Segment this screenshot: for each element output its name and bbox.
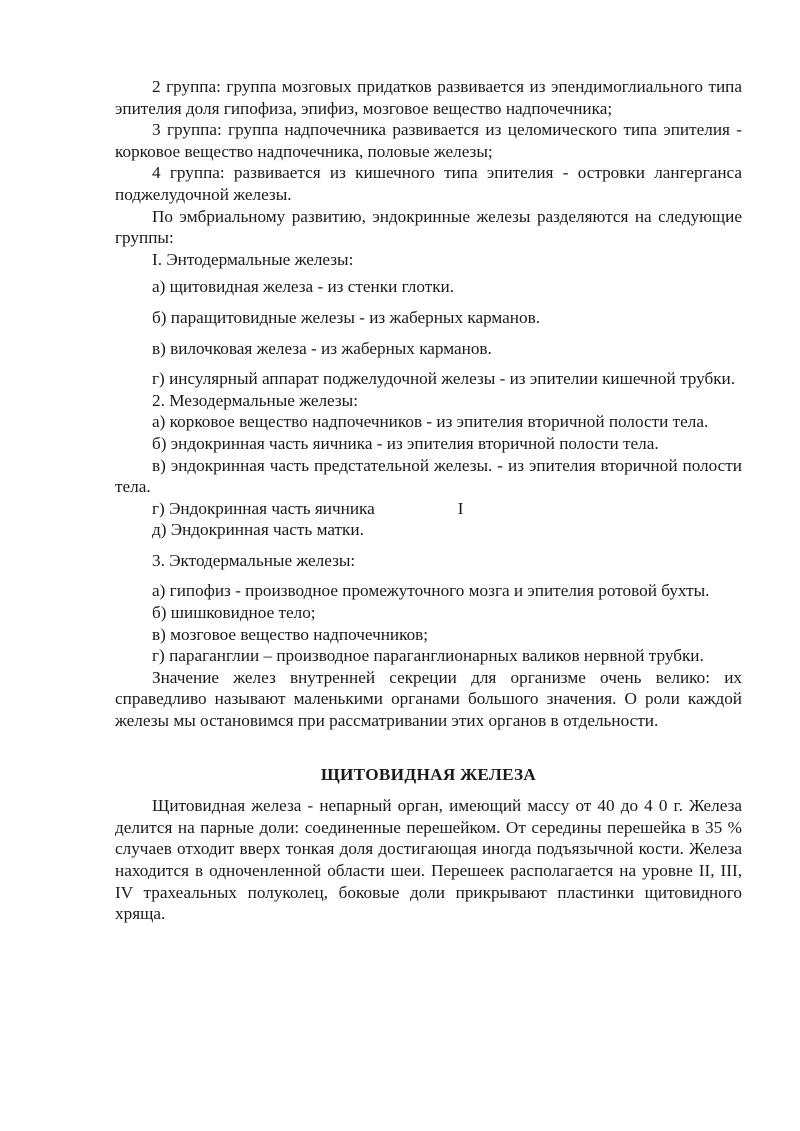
mesoderm-item-d-text: г) Эндокринная часть яичника: [152, 498, 375, 518]
endoderm-item-c: в) вилочковая железа - из жаберных карманов.: [152, 338, 492, 358]
mesoderm-item-b: б) эндокринная часть яичника - из эпителия вторичной полости тела.: [152, 433, 659, 453]
mesoderm-item-a: а) корковое вещество надпочечников - из эпителия вторичной полости тела.: [152, 412, 709, 432]
paragraph-thyroid: Щитовидная железа - непарный орган, имеющий массу от 40 до 4 0 г. Железа делится на парные доли: соединенные перешейком. От середины перешейка в 35 % случаев отходит вверх тонкая доля достигающая иногда подъязычной кости. Железа находится в одноченленной области шеи. Перешеек располагается на уровне II, III, IV трахеальных полуколец, боковые доли прикрывают пластинки щитовидного хряща.: [115, 796, 742, 924]
paragraph-group3: 3 группа: группа надпочечника развивается из целомического типа эпителия - корковое вещество надпочечника, половые железы;: [115, 120, 742, 161]
section-heading-thyroid: ЩИТОВИДНАЯ ЖЕЛЕЗА: [320, 764, 537, 784]
paragraph-group4: 4 группа: развивается из кишечного типа эпителия - островки лангерганса поджелудочной железы.: [115, 163, 742, 204]
mesoderm-item-e: д) Эндокринная часть матки.: [152, 520, 364, 540]
endoderm-item-d: г) инсулярный аппарат поджелудочной железы - из эпителии кишечной трубки.: [152, 369, 736, 389]
ectoderm-item-c: в) мозговое вещество надпочечников;: [152, 624, 429, 644]
endoderm-item-b: б) паращитовидные железы - из жаберных карманов.: [152, 307, 541, 327]
text-marker: I: [457, 498, 464, 518]
mesoderm-item-c: в) эндокринная часть предстательной железы. - из эпителия вторичной полости тела.: [115, 455, 742, 497]
endoderm-item-a: а) щитовидная железа - из стенки глотки.: [152, 277, 455, 297]
ectoderm-item-a: а) гипофиз - производное промежуточного мозга и эпителия ротовой бухты.: [152, 581, 710, 601]
ectoderm-item-d: г) параганглии – производное параганглионарных валиков нервной трубки.: [152, 646, 704, 666]
endoderm-title: I. Энтодермальные железы:: [152, 249, 354, 269]
paragraph-significance: Значение желез внутренней секреции для организме очень велико: их справедливо называют маленькими органами большого значения. О роли каждой железы мы остановимся при рассматривании этих органов в отдельности.: [115, 667, 742, 731]
mesoderm-item-d: [115, 498, 742, 520]
paragraph-embryo-intro: По эмбриальному развитию, эндокринные железы разделяются на следующие группы:: [115, 206, 742, 248]
mesoderm-title: 2. Мезодермальные железы:: [152, 390, 359, 410]
paragraph-group2: 2 группа: группа мозговых придатков развивается из эпендимоглиального типа эпителия доля гипофиза, эпифиз, мозговое вещество надпочечника;: [115, 77, 742, 118]
ectoderm-title: 3. Эктодермальные железы:: [152, 550, 356, 570]
ectoderm-item-b: б) шишковидное тело;: [152, 603, 316, 623]
